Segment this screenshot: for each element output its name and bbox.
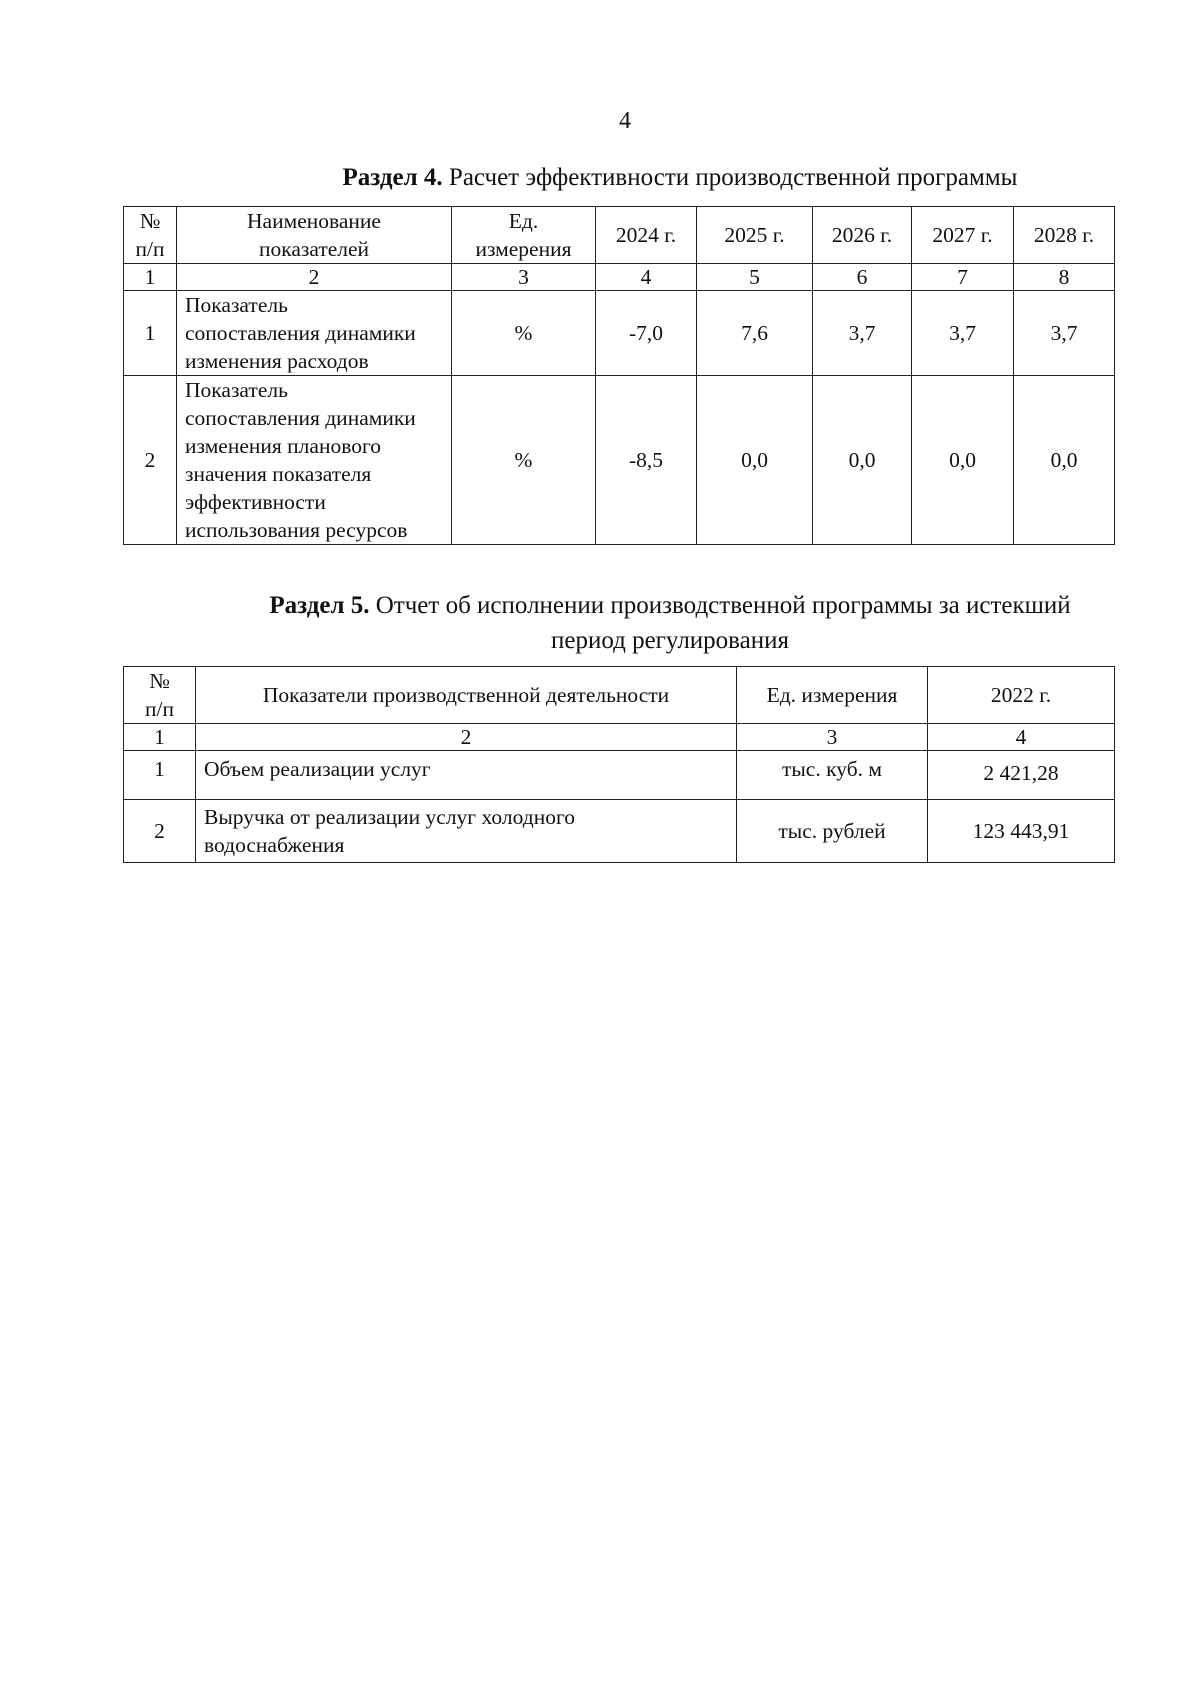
value-2025: 7,6: [697, 291, 813, 376]
section-5-title-text: Отчет об исполнении производственной программы за истекший: [375, 592, 1071, 619]
row-number: 2: [124, 376, 177, 545]
column-number: 2: [196, 724, 737, 751]
column-number: 3: [737, 724, 928, 751]
header-cell: Наименование показателей: [177, 207, 452, 264]
indicator-name: Объем реализации услуг: [196, 751, 737, 800]
value-2027: 0,0: [912, 376, 1014, 545]
section-5-title: [220, 588, 1120, 658]
column-number-row: [124, 264, 1115, 291]
row-number: 1: [124, 291, 177, 376]
column-number: 4: [596, 264, 697, 291]
value-2026: 3,7: [813, 291, 912, 376]
value-2025: 0,0: [697, 376, 813, 545]
indicator-name: Показатель сопоставления динамики изменения планового значения показателя эффективности использования ресурсов: [177, 376, 452, 545]
efficiency-table: [123, 206, 1115, 545]
indicator-name: Выручка от реализации услуг холодного водоснабжения: [196, 800, 737, 863]
section-5-title-line2: период регулирования: [550, 627, 790, 654]
column-number: 6: [813, 264, 912, 291]
table-row: [124, 800, 1115, 863]
section-4-title: [120, 160, 1200, 195]
header-cell: 2024 г.: [596, 207, 697, 264]
efficiency-header-row: [124, 207, 1115, 264]
value-2024: -7,0: [596, 291, 697, 376]
value-2026: 0,0: [813, 376, 912, 545]
table-row: [124, 291, 1115, 376]
header-cell: 2025 г.: [697, 207, 813, 264]
report-header-row: [124, 667, 1115, 724]
row-number: 1: [124, 751, 196, 800]
column-number: 4: [928, 724, 1115, 751]
header-cell: 2022 г.: [928, 667, 1115, 724]
value-2028: 0,0: [1014, 376, 1115, 545]
table-row: [124, 751, 1115, 800]
column-number: 5: [697, 264, 813, 291]
page-number: 4: [619, 108, 631, 134]
row-number: 2: [124, 800, 196, 863]
column-number: 3: [452, 264, 596, 291]
column-number: 1: [124, 724, 196, 751]
value-2024: -8,5: [596, 376, 697, 545]
unit-cell: тыс. рублей: [737, 800, 928, 863]
column-number: 7: [912, 264, 1014, 291]
indicator-name: Показатель сопоставления динамики изменения расходов: [177, 291, 452, 376]
unit-cell: %: [452, 291, 596, 376]
unit-cell: %: [452, 376, 596, 545]
unit-cell: тыс. куб. м: [737, 751, 928, 800]
header-cell: 2028 г.: [1014, 207, 1115, 264]
value-2022: 123 443,91: [928, 800, 1115, 863]
header-cell: Ед. измерения: [452, 207, 596, 264]
table-row: [124, 376, 1115, 545]
header-cell: Ед. измерения: [737, 667, 928, 724]
report-table: [123, 666, 1115, 863]
header-cell: Показатели производственной деятельности: [196, 667, 737, 724]
value-2022: 2 421,28: [928, 751, 1115, 800]
value-2028: 3,7: [1014, 291, 1115, 376]
header-cell: № п/п: [124, 667, 196, 724]
column-number: 8: [1014, 264, 1115, 291]
header-cell: 2026 г.: [813, 207, 912, 264]
header-cell: № п/п: [124, 207, 177, 264]
header-cell: 2027 г.: [912, 207, 1014, 264]
column-number: 1: [124, 264, 177, 291]
value-2027: 3,7: [912, 291, 1014, 376]
column-number-row: [124, 724, 1115, 751]
section-4-title-bold: Раздел 4.: [342, 164, 443, 191]
column-number: 2: [177, 264, 452, 291]
section-4-title-text: Расчет эффективности производственной программы: [448, 164, 1018, 191]
section-5-title-bold: Раздел 5.: [269, 592, 370, 619]
